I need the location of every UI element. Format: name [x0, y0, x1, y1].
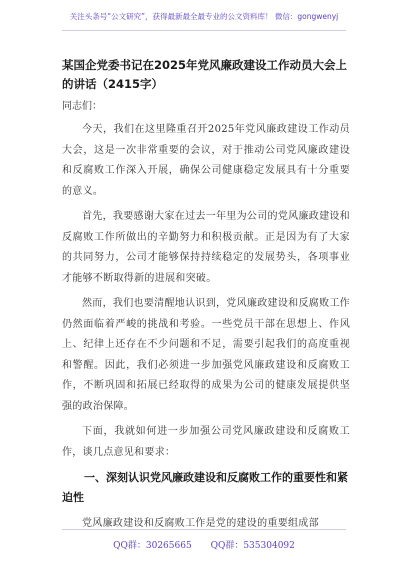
- page-header: [0, 0, 408, 40]
- page-footer: [0, 529, 408, 561]
- document-body: [62, 120, 350, 540]
- footer-divider: [62, 529, 346, 530]
- qq-group-2: QQ群：535304092: [210, 541, 295, 551]
- header-notice: 关注头条号“公文研究”，获得最新最全最专业的公文资料库！ 微信：gongwenyj: [69, 12, 339, 21]
- salutation: 同志们：: [62, 101, 102, 112]
- paragraph-1: 今天，我们在这里隆重召开2025年党风廉政建设工作动员大会，这是一次非常重要的会议，对于推动公司党风廉政建设和反腐败工作深入开展，确保公司健康稳定发展具有十分重要的意义。: [62, 124, 350, 197]
- paragraph-5: 党风廉政建设和反腐败工作是党的建设的重要组成部: [82, 518, 319, 529]
- qq-group-1: QQ群：30265665: [113, 541, 192, 551]
- document-title: 某国企党委书记在2025年党风廉政建设工作动员大会上的讲话（2415字）: [62, 58, 348, 91]
- footer-contacts: [0, 538, 408, 551]
- paragraph-2: 首先，我要感谢大家在过去一年里为公司的党风廉政建设和反腐败工作所做出的辛勤努力和积极贡献。正是因为有了大家的共同努力，公司才能够保持持续稳定的发展势头，各项事业才能够不断取得新的进展和突破。: [62, 211, 350, 284]
- header-divider: [62, 30, 346, 31]
- paragraph-4: 下面，我就如何进一步加强公司党风廉政建设和反腐败工作，谈几点意见和要求：: [62, 426, 350, 458]
- paragraph-3: 然而，我们也要清醒地认识到，党风廉政建设和反腐败工作仍然面临着严峻的挑战和考验。一些党员干部在思想上、作风上、纪律上还存在不少问题和不足，需要引起我们的高度重视和警醒。因此，我们必须进一步加强党风廉政建设和反腐败工作，不断巩固和拓展已经取得的成果为公司的健康发展提供坚强的政治保障。: [62, 298, 350, 412]
- section-heading-1: 一、深刻认识党风廉政建设和反腐败工作的重要性和紧迫性: [62, 471, 348, 504]
